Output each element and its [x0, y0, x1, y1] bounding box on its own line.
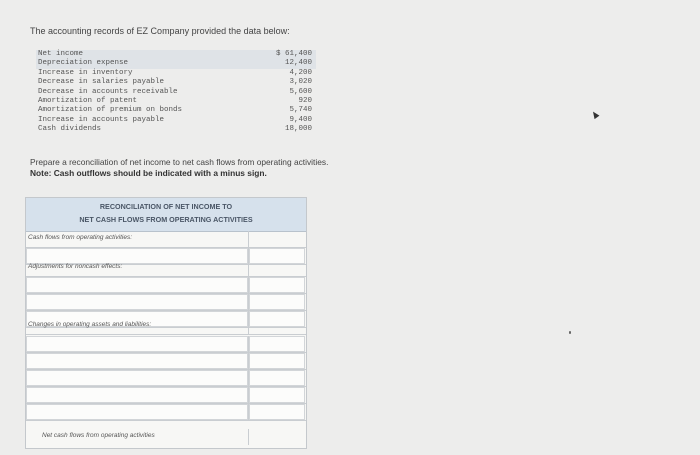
data-value: 4,200 [289, 68, 312, 77]
data-label: Amortization of patent [38, 96, 138, 105]
data-value: 3,020 [289, 78, 312, 87]
data-label: Amortization of premium on bonds [38, 106, 183, 115]
section-label-adjustments: Adjustments for noncash effects: [28, 263, 123, 270]
account-input[interactable] [26, 387, 249, 403]
data-label: Increase in accounts payable [38, 115, 165, 124]
data-value: 920 [298, 96, 312, 105]
data-value: 18,000 [284, 125, 312, 134]
data-row [36, 125, 316, 134]
table-row [26, 370, 306, 387]
table-row [26, 294, 306, 311]
data-label: Decrease in accounts receivable [38, 87, 178, 96]
amount-input[interactable] [249, 294, 305, 310]
table-row [26, 404, 306, 421]
table-title-line1: RECONCILIATION OF NET INCOME TO [99, 202, 233, 211]
table-title-line2: NET CASH FLOWS FROM OPERATING ACTIVITIES [79, 215, 253, 224]
account-input[interactable] [26, 294, 249, 310]
table-row [26, 387, 306, 404]
table-row [26, 353, 306, 370]
section-label-changes: Changes in operating assets and liabilities: [28, 321, 152, 328]
data-row [36, 59, 316, 68]
data-label: Increase in inventory [38, 68, 133, 77]
data-row [36, 116, 316, 125]
data-row [36, 88, 316, 97]
data-label: Cash dividends [38, 125, 102, 134]
amount-input[interactable] [249, 404, 305, 420]
amount-input[interactable] [249, 277, 305, 293]
data-value: 12,400 [284, 59, 312, 68]
amount-input[interactable] [249, 370, 305, 386]
data-label: Decrease in salaries payable [38, 78, 165, 87]
note-text: Note: Cash outflows should be indicated with a minus sign. [30, 167, 267, 178]
total-amount-input[interactable] [249, 429, 305, 445]
amount-input[interactable] [249, 336, 305, 352]
data-list [36, 50, 316, 135]
data-row [36, 69, 316, 78]
section-row [26, 318, 306, 335]
data-value: 5,600 [289, 87, 312, 96]
prompt-text: Prepare a reconciliation of net income to net cash flows from operating activities. [30, 157, 329, 167]
section-row [26, 260, 306, 277]
reconciliation-table [25, 197, 307, 449]
cursor-dot-icon [569, 331, 571, 334]
section-label-cash-flows: Cash flows from operating activities: [28, 234, 133, 241]
account-input[interactable] [26, 336, 249, 352]
account-input[interactable] [26, 404, 249, 420]
data-row [36, 50, 316, 59]
amount-input[interactable] [249, 353, 305, 369]
instructions [30, 157, 328, 178]
total-row [26, 429, 306, 445]
total-label: Net cash flows from operating activities [42, 432, 155, 439]
table-header [26, 198, 306, 232]
data-label: Depreciation expense [38, 59, 129, 68]
account-input[interactable] [26, 370, 249, 386]
data-label: Net income [38, 50, 84, 58]
mouse-cursor-icon [591, 110, 600, 119]
data-value: $ 61,400 [275, 50, 312, 58]
data-row [36, 97, 316, 106]
table-row [26, 277, 306, 294]
amount-input[interactable] [249, 387, 305, 403]
data-value: 5,740 [289, 106, 312, 115]
data-row [36, 78, 316, 87]
account-input[interactable] [26, 353, 249, 369]
data-row [36, 106, 316, 115]
intro-text: The accounting records of EZ Company provided the data below: [30, 26, 290, 36]
account-input[interactable] [26, 277, 249, 293]
table-row [26, 336, 306, 353]
section-row [26, 231, 306, 248]
data-value: 9,400 [289, 115, 312, 124]
